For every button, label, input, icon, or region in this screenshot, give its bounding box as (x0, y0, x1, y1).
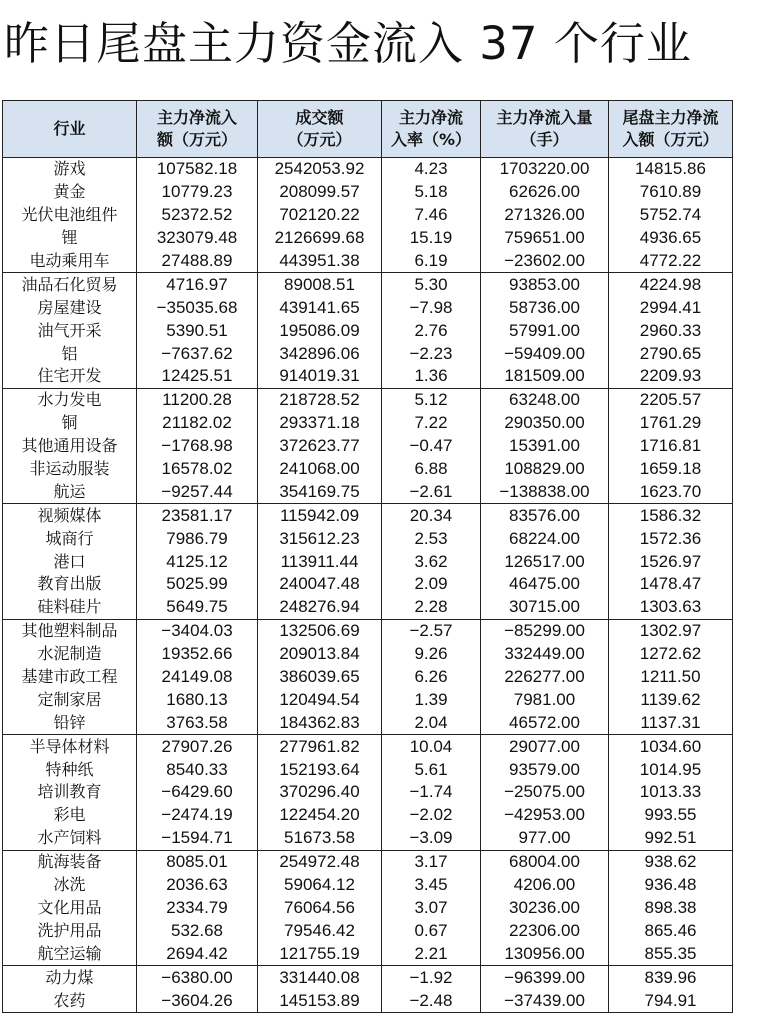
net-inflow-volume-cell: 108829.00 (481, 458, 609, 481)
table-row (3, 874, 733, 897)
turnover-cell: 342896.06 (258, 342, 382, 365)
table-row (3, 158, 733, 181)
net-inflow-rate-cell: 5.30 (382, 273, 481, 296)
net-inflow-volume-cell: 62626.00 (481, 181, 609, 204)
tail-net-inflow-cell: 2790.65 (609, 342, 733, 365)
turnover-cell: 59064.12 (258, 874, 382, 897)
industry-cell: 彩电 (3, 804, 137, 827)
table-row (3, 181, 733, 204)
table-row (3, 619, 733, 642)
table-header-row (3, 101, 733, 158)
net-inflow-volume-cell: 15391.00 (481, 435, 609, 458)
net-inflow-rate-cell: −2.48 (382, 989, 481, 1012)
turnover-cell: 76064.56 (258, 897, 382, 920)
net-inflow-volume-cell: −59409.00 (481, 342, 609, 365)
table-row (3, 435, 733, 458)
industry-cell: 非运动服装 (3, 458, 137, 481)
table-row (3, 919, 733, 942)
header-industry: 行业 (3, 101, 137, 158)
turnover-cell: 79546.42 (258, 919, 382, 942)
table-row (3, 296, 733, 319)
net-inflow-volume-cell: 226277.00 (481, 666, 609, 689)
turnover-cell: 122454.20 (258, 804, 382, 827)
tail-net-inflow-cell: 1272.62 (609, 643, 733, 666)
tail-net-inflow-cell: 839.96 (609, 966, 733, 989)
turnover-cell: 218728.52 (258, 388, 382, 411)
net-inflow-volume-cell: −138838.00 (481, 480, 609, 503)
net-inflow-amount-cell: −1594.71 (137, 827, 258, 850)
net-inflow-volume-cell: 1703220.00 (481, 158, 609, 181)
table-row (3, 781, 733, 804)
industry-cell: 住宅开发 (3, 365, 137, 388)
tail-net-inflow-cell: 2209.93 (609, 365, 733, 388)
net-inflow-amount-cell: 107582.18 (137, 158, 258, 181)
net-inflow-amount-cell: 2694.42 (137, 942, 258, 965)
industry-cell: 铅锌 (3, 711, 137, 734)
net-inflow-amount-cell: 1680.13 (137, 688, 258, 711)
net-inflow-amount-cell: 323079.48 (137, 227, 258, 250)
table-row (3, 527, 733, 550)
turnover-cell: 293371.18 (258, 412, 382, 435)
turnover-cell: 145153.89 (258, 989, 382, 1012)
net-inflow-volume-cell: 83576.00 (481, 504, 609, 527)
table-row (3, 897, 733, 920)
tail-net-inflow-cell: 1623.70 (609, 480, 733, 503)
net-inflow-volume-cell: 30236.00 (481, 897, 609, 920)
table-row (3, 596, 733, 619)
net-inflow-volume-cell: 29077.00 (481, 735, 609, 758)
industry-cell: 铝 (3, 342, 137, 365)
net-inflow-rate-cell: 7.46 (382, 204, 481, 227)
industry-cell: 教育出版 (3, 573, 137, 596)
turnover-cell: 209013.84 (258, 643, 382, 666)
net-inflow-rate-cell: 2.53 (382, 527, 481, 550)
net-inflow-volume-cell: −96399.00 (481, 966, 609, 989)
net-inflow-volume-cell: 58736.00 (481, 296, 609, 319)
net-inflow-volume-cell: 68004.00 (481, 850, 609, 873)
tail-net-inflow-cell: 993.55 (609, 804, 733, 827)
tail-net-inflow-cell: 1302.97 (609, 619, 733, 642)
net-inflow-rate-cell: 9.26 (382, 643, 481, 666)
net-inflow-rate-cell: 3.07 (382, 897, 481, 920)
tail-net-inflow-cell: 1761.29 (609, 412, 733, 435)
tail-net-inflow-cell: 938.62 (609, 850, 733, 873)
net-inflow-volume-cell: −25075.00 (481, 781, 609, 804)
net-inflow-volume-cell: 332449.00 (481, 643, 609, 666)
table-row (3, 227, 733, 250)
net-inflow-amount-cell: 27488.89 (137, 250, 258, 273)
table-row (3, 250, 733, 273)
net-inflow-rate-cell: −3.09 (382, 827, 481, 850)
turnover-cell: 89008.51 (258, 273, 382, 296)
tail-net-inflow-cell: 1013.33 (609, 781, 733, 804)
turnover-cell: 132506.69 (258, 619, 382, 642)
table-row (3, 735, 733, 758)
tail-net-inflow-cell: 14815.86 (609, 158, 733, 181)
net-inflow-amount-cell: −3604.26 (137, 989, 258, 1012)
net-inflow-amount-cell: 24149.08 (137, 666, 258, 689)
turnover-cell: 439141.65 (258, 296, 382, 319)
net-inflow-rate-cell: 2.04 (382, 711, 481, 734)
net-inflow-amount-cell: −2474.19 (137, 804, 258, 827)
net-inflow-rate-cell: 0.67 (382, 919, 481, 942)
industry-cell: 油品石化贸易 (3, 273, 137, 296)
tail-net-inflow-cell: 2960.33 (609, 319, 733, 342)
net-inflow-volume-cell: 57991.00 (481, 319, 609, 342)
tail-net-inflow-cell: 4936.65 (609, 227, 733, 250)
table-row (3, 966, 733, 989)
tail-net-inflow-cell: 936.48 (609, 874, 733, 897)
net-inflow-volume-cell: −42953.00 (481, 804, 609, 827)
net-inflow-rate-cell: 3.17 (382, 850, 481, 873)
table-row (3, 643, 733, 666)
net-inflow-volume-cell: 63248.00 (481, 388, 609, 411)
industry-cell: 港口 (3, 550, 137, 573)
net-inflow-amount-cell: 5649.75 (137, 596, 258, 619)
turnover-cell: 702120.22 (258, 204, 382, 227)
table-row (3, 942, 733, 965)
net-inflow-amount-cell: 532.68 (137, 919, 258, 942)
turnover-cell: 184362.83 (258, 711, 382, 734)
net-inflow-amount-cell: −35035.68 (137, 296, 258, 319)
tail-net-inflow-cell: 1303.63 (609, 596, 733, 619)
turnover-cell: 315612.23 (258, 527, 382, 550)
industry-cell: 油气开采 (3, 319, 137, 342)
net-inflow-rate-cell: 2.28 (382, 596, 481, 619)
net-inflow-rate-cell: 1.36 (382, 365, 481, 388)
turnover-cell: 914019.31 (258, 365, 382, 388)
net-inflow-rate-cell: −1.92 (382, 966, 481, 989)
industry-cell: 水力发电 (3, 388, 137, 411)
tail-net-inflow-cell: 794.91 (609, 989, 733, 1012)
table-row (3, 273, 733, 296)
table-row (3, 480, 733, 503)
industry-cell: 水泥制造 (3, 643, 137, 666)
net-inflow-volume-cell: 181509.00 (481, 365, 609, 388)
table-row (3, 989, 733, 1012)
table-row (3, 458, 733, 481)
table-row (3, 827, 733, 850)
net-inflow-rate-cell: 5.61 (382, 758, 481, 781)
net-inflow-amount-cell: 23581.17 (137, 504, 258, 527)
turnover-cell: 248276.94 (258, 596, 382, 619)
net-inflow-amount-cell: 2334.79 (137, 897, 258, 920)
net-inflow-rate-cell: 6.19 (382, 250, 481, 273)
industry-cell: 硅料硅片 (3, 596, 137, 619)
table-row (3, 365, 733, 388)
net-inflow-amount-cell: −7637.62 (137, 342, 258, 365)
industry-cell: 房屋建设 (3, 296, 137, 319)
industry-cell: 动力煤 (3, 966, 137, 989)
net-inflow-amount-cell: 5025.99 (137, 573, 258, 596)
net-inflow-amount-cell: 7986.79 (137, 527, 258, 550)
turnover-cell: 241068.00 (258, 458, 382, 481)
net-inflow-volume-cell: −85299.00 (481, 619, 609, 642)
industry-cell: 航运 (3, 480, 137, 503)
turnover-cell: 370296.40 (258, 781, 382, 804)
tail-net-inflow-cell: 4772.22 (609, 250, 733, 273)
industry-cell: 航海装备 (3, 850, 137, 873)
industry-cell: 视频媒体 (3, 504, 137, 527)
net-inflow-volume-cell: 271326.00 (481, 204, 609, 227)
net-inflow-amount-cell: 12425.51 (137, 365, 258, 388)
net-inflow-volume-cell: 22306.00 (481, 919, 609, 942)
net-inflow-rate-cell: 20.34 (382, 504, 481, 527)
tail-net-inflow-cell: 1586.32 (609, 504, 733, 527)
tail-net-inflow-cell: 1716.81 (609, 435, 733, 458)
table-row (3, 758, 733, 781)
turnover-cell: 386039.65 (258, 666, 382, 689)
net-inflow-volume-cell: 126517.00 (481, 550, 609, 573)
industry-cell: 游戏 (3, 158, 137, 181)
net-inflow-rate-cell: 1.39 (382, 688, 481, 711)
industry-cell: 文化用品 (3, 897, 137, 920)
page-title: 昨日尾盘主力资金流入 37 个行业 (4, 17, 692, 70)
header-turnover: 成交额 （万元） (258, 101, 382, 158)
net-inflow-volume-cell: 93853.00 (481, 273, 609, 296)
net-inflow-rate-cell: 7.22 (382, 412, 481, 435)
table-row (3, 504, 733, 527)
turnover-cell: 372623.77 (258, 435, 382, 458)
net-inflow-rate-cell: 4.23 (382, 158, 481, 181)
net-inflow-amount-cell: 2036.63 (137, 874, 258, 897)
turnover-cell: 2542053.92 (258, 158, 382, 181)
tail-net-inflow-cell: 898.38 (609, 897, 733, 920)
industry-cell: 黄金 (3, 181, 137, 204)
turnover-cell: 113911.44 (258, 550, 382, 573)
net-inflow-amount-cell: 4125.12 (137, 550, 258, 573)
tail-net-inflow-cell: 1014.95 (609, 758, 733, 781)
net-inflow-amount-cell: 52372.52 (137, 204, 258, 227)
industry-cell: 基建市政工程 (3, 666, 137, 689)
turnover-cell: 115942.09 (258, 504, 382, 527)
turnover-cell: 277961.82 (258, 735, 382, 758)
net-inflow-rate-cell: 3.45 (382, 874, 481, 897)
net-inflow-amount-cell: 19352.66 (137, 643, 258, 666)
turnover-cell: 152193.64 (258, 758, 382, 781)
net-inflow-volume-cell: 46475.00 (481, 573, 609, 596)
table-row (3, 319, 733, 342)
net-inflow-amount-cell: −1768.98 (137, 435, 258, 458)
table-row (3, 388, 733, 411)
tail-net-inflow-cell: 1211.50 (609, 666, 733, 689)
industry-cell: 电动乘用车 (3, 250, 137, 273)
tail-net-inflow-cell: 1526.97 (609, 550, 733, 573)
industry-cell: 其他通用设备 (3, 435, 137, 458)
turnover-cell: 443951.38 (258, 250, 382, 273)
net-inflow-volume-cell: 7981.00 (481, 688, 609, 711)
tail-net-inflow-cell: 1659.18 (609, 458, 733, 481)
net-inflow-rate-cell: 6.88 (382, 458, 481, 481)
industry-cell: 洗护用品 (3, 919, 137, 942)
net-inflow-volume-cell: −23602.00 (481, 250, 609, 273)
tail-net-inflow-cell: 865.46 (609, 919, 733, 942)
net-inflow-rate-cell: 2.21 (382, 942, 481, 965)
net-inflow-amount-cell: −9257.44 (137, 480, 258, 503)
net-inflow-amount-cell: 8085.01 (137, 850, 258, 873)
tail-net-inflow-cell: 4224.98 (609, 273, 733, 296)
industry-cell: 定制家居 (3, 688, 137, 711)
turnover-cell: 208099.57 (258, 181, 382, 204)
industry-cell: 其他塑料制品 (3, 619, 137, 642)
industry-cell: 特种纸 (3, 758, 137, 781)
industry-cell: 培训教育 (3, 781, 137, 804)
tail-net-inflow-cell: 2205.57 (609, 388, 733, 411)
net-inflow-amount-cell: −3404.03 (137, 619, 258, 642)
net-inflow-rate-cell: −2.02 (382, 804, 481, 827)
table-row (3, 412, 733, 435)
turnover-cell: 2126699.68 (258, 227, 382, 250)
net-inflow-rate-cell: −1.74 (382, 781, 481, 804)
net-inflow-amount-cell: −6380.00 (137, 966, 258, 989)
industry-cell: 水产饲料 (3, 827, 137, 850)
net-inflow-rate-cell: 2.09 (382, 573, 481, 596)
net-inflow-volume-cell: 93579.00 (481, 758, 609, 781)
table-body (3, 158, 733, 1013)
turnover-cell: 120494.54 (258, 688, 382, 711)
net-inflow-rate-cell: 6.26 (382, 666, 481, 689)
net-inflow-rate-cell: 5.12 (382, 388, 481, 411)
net-inflow-amount-cell: 27907.26 (137, 735, 258, 758)
tail-net-inflow-cell: 1034.60 (609, 735, 733, 758)
table-row (3, 666, 733, 689)
tail-net-inflow-cell: 1478.47 (609, 573, 733, 596)
industry-cell: 农药 (3, 989, 137, 1012)
tail-net-inflow-cell: 1139.62 (609, 688, 733, 711)
net-inflow-rate-cell: −7.98 (382, 296, 481, 319)
net-inflow-volume-cell: 30715.00 (481, 596, 609, 619)
table-row (3, 688, 733, 711)
header-tail-net-inflow: 尾盘主力净流 入额（万元） (609, 101, 733, 158)
net-inflow-volume-cell: 290350.00 (481, 412, 609, 435)
industry-cell: 铜 (3, 412, 137, 435)
turnover-cell: 354169.75 (258, 480, 382, 503)
industry-cell: 航空运输 (3, 942, 137, 965)
net-inflow-volume-cell: 68224.00 (481, 527, 609, 550)
header-net-inflow-rate: 主力净流 入率（%） (382, 101, 481, 158)
table-row (3, 711, 733, 734)
turnover-cell: 254972.48 (258, 850, 382, 873)
net-inflow-rate-cell: −0.47 (382, 435, 481, 458)
net-inflow-volume-cell: 130956.00 (481, 942, 609, 965)
table-row (3, 204, 733, 227)
turnover-cell: 51673.58 (258, 827, 382, 850)
net-inflow-amount-cell: 4716.97 (137, 273, 258, 296)
net-inflow-rate-cell: −2.61 (382, 480, 481, 503)
tail-net-inflow-cell: 992.51 (609, 827, 733, 850)
table-row (3, 804, 733, 827)
tail-net-inflow-cell: 7610.89 (609, 181, 733, 204)
table-row (3, 342, 733, 365)
tail-net-inflow-cell: 2994.41 (609, 296, 733, 319)
net-inflow-rate-cell: 3.62 (382, 550, 481, 573)
table-row (3, 850, 733, 873)
tail-net-inflow-cell: 5752.74 (609, 204, 733, 227)
tail-net-inflow-cell: 1572.36 (609, 527, 733, 550)
industry-fund-flow-table (2, 100, 733, 1013)
net-inflow-amount-cell: 3763.58 (137, 711, 258, 734)
header-net-inflow-amount: 主力净流入 额（万元） (137, 101, 258, 158)
net-inflow-amount-cell: −6429.60 (137, 781, 258, 804)
industry-cell: 半导体材料 (3, 735, 137, 758)
tail-net-inflow-cell: 1137.31 (609, 711, 733, 734)
net-inflow-rate-cell: −2.23 (382, 342, 481, 365)
turnover-cell: 121755.19 (258, 942, 382, 965)
net-inflow-amount-cell: 5390.51 (137, 319, 258, 342)
net-inflow-volume-cell: 4206.00 (481, 874, 609, 897)
net-inflow-volume-cell: −37439.00 (481, 989, 609, 1012)
header-net-inflow-volume: 主力净流入量 （手） (481, 101, 609, 158)
industry-cell: 城商行 (3, 527, 137, 550)
net-inflow-rate-cell: 2.76 (382, 319, 481, 342)
net-inflow-amount-cell: 10779.23 (137, 181, 258, 204)
industry-cell: 冰洗 (3, 874, 137, 897)
turnover-cell: 240047.48 (258, 573, 382, 596)
net-inflow-rate-cell: 5.18 (382, 181, 481, 204)
net-inflow-volume-cell: 759651.00 (481, 227, 609, 250)
net-inflow-rate-cell: −2.57 (382, 619, 481, 642)
net-inflow-amount-cell: 8540.33 (137, 758, 258, 781)
industry-cell: 锂 (3, 227, 137, 250)
net-inflow-volume-cell: 46572.00 (481, 711, 609, 734)
net-inflow-rate-cell: 15.19 (382, 227, 481, 250)
table-row (3, 550, 733, 573)
table-row (3, 573, 733, 596)
net-inflow-rate-cell: 10.04 (382, 735, 481, 758)
turnover-cell: 331440.08 (258, 966, 382, 989)
net-inflow-amount-cell: 16578.02 (137, 458, 258, 481)
net-inflow-amount-cell: 21182.02 (137, 412, 258, 435)
net-inflow-volume-cell: 977.00 (481, 827, 609, 850)
turnover-cell: 195086.09 (258, 319, 382, 342)
industry-cell: 光伏电池组件 (3, 204, 137, 227)
tail-net-inflow-cell: 855.35 (609, 942, 733, 965)
net-inflow-amount-cell: 11200.28 (137, 388, 258, 411)
